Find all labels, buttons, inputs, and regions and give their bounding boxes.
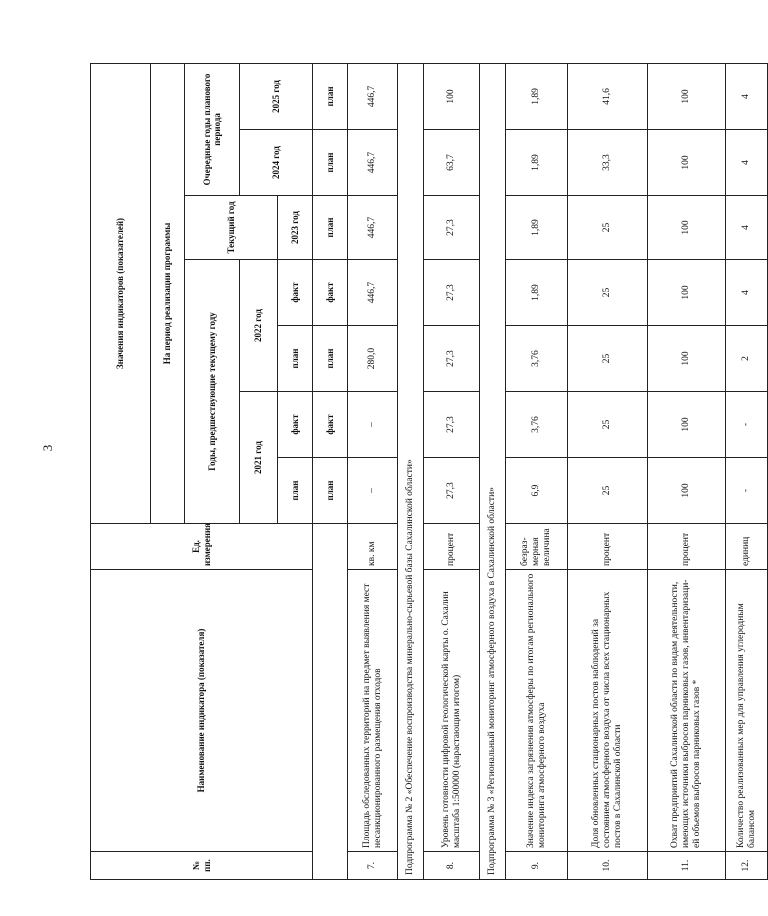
header-2023: 2023 год [278, 196, 313, 260]
subprogram-row [480, 63, 506, 879]
row-name: Количество реализованных мер для управления углеродным балансом [726, 570, 768, 852]
header-2021-fact: факт [278, 392, 313, 458]
row-unit: процент [648, 524, 726, 570]
subprogram-title: Подпрограмма № 2 «Обеспечение воспроизводства минерально-сырьевой базы Сахалинской области» [398, 63, 424, 879]
value-2021-fact: 3,76 [506, 392, 568, 458]
header-2021: 2021 год [240, 392, 278, 524]
value-2024-plan: 33,3 [568, 130, 648, 196]
row-unit: процент [424, 524, 480, 570]
row-unit: безраз-мерная величина [506, 524, 568, 570]
value-2021-plan: 100 [648, 458, 726, 524]
value-2022-plan: 25 [568, 326, 648, 392]
value-2022-plan: 2 [726, 326, 768, 392]
value-2021-fact: 100 [648, 392, 726, 458]
value-2022-fact: 100 [648, 260, 726, 326]
value-2022-fact: 446,7 [348, 260, 398, 326]
header-2022-fact-label: факт [313, 260, 348, 326]
value-2022-fact: 27,3 [424, 260, 480, 326]
header-2024-plan-label: план [313, 130, 348, 196]
value-2023-plan: 446,7 [348, 196, 398, 260]
table-row [424, 63, 480, 879]
row-name: Доля обновленных стационарных постов наблюдений за состоянием атмосферного воздуха от числа всех стационарных постов в Сахалинской области [568, 570, 648, 852]
header-2023-plan-label: план [313, 196, 348, 260]
value-2024-plan: 63,7 [424, 130, 480, 196]
header-next-years: Очередные годы планового периода [185, 63, 240, 195]
indicators-table [90, 63, 768, 880]
header-2021-plan-label: план [313, 458, 348, 524]
header-2021-fact-label: факт [313, 392, 348, 458]
value-2022-fact: 1,89 [506, 260, 568, 326]
value-2022-plan: 100 [648, 326, 726, 392]
value-2022-fact: 25 [568, 260, 648, 326]
value-2025-plan: 1,89 [506, 63, 568, 129]
value-2023-plan: 1,89 [506, 196, 568, 260]
row-unit: единиц [726, 524, 768, 570]
header-unit: Ед. измерения [91, 524, 313, 570]
header-2021-plan: план [278, 458, 313, 524]
page-number: 3 [40, 444, 55, 452]
table-row [648, 63, 726, 879]
row-num: 11. [648, 852, 726, 880]
value-2023-plan: 25 [568, 196, 648, 260]
header-program-period: На период реализации программы [151, 63, 185, 523]
value-2021-fact: 25 [568, 392, 648, 458]
value-2022-plan: 27,3 [424, 326, 480, 392]
rotated-table-wrapper [90, 64, 757, 880]
value-2025-plan: 4 [726, 63, 768, 129]
header-name: Наименование индикатора (показателя) [91, 570, 313, 852]
value-2021-plan: 25 [568, 458, 648, 524]
row-name: Значение индекса загрязнения атмосферы по итогам регионального мониторинга атмосферного воздуха [506, 570, 568, 852]
value-2025-plan: 100 [424, 63, 480, 129]
row-name: Охват предприятий Сахалинской области по видам деятельности, имеющих источники выбросов парниковых газов, инвентаризаци-ей объемов выбросов парниковых газов * [648, 570, 726, 852]
header-current-year: Текущий год [185, 196, 278, 260]
value-2025-plan: 100 [648, 63, 726, 129]
value-2023-plan: 27,3 [424, 196, 480, 260]
value-2024-plan: 100 [648, 130, 726, 196]
value-2024-plan: 1,89 [506, 130, 568, 196]
header-2022-fact: факт [278, 260, 313, 326]
subprogram-row [398, 63, 424, 879]
value-2025-plan: 41,6 [568, 63, 648, 129]
header-2025: 2025 год [240, 63, 313, 129]
value-2021-plan: – [348, 458, 398, 524]
row-name: Площадь обследованных территорий на предмет выявления мест несанкционированного размещения отходов [348, 570, 398, 852]
row-name: Уровень готовности цифровой геологической карты о. Сахалин масштаба 1:500000 (нарастающим итогом) [424, 570, 480, 852]
table-row [568, 63, 648, 879]
header-2022: 2022 год [240, 260, 278, 392]
value-2021-plan: 27,3 [424, 458, 480, 524]
value-2023-plan: 100 [648, 196, 726, 260]
row-unit: кв. км [348, 524, 398, 570]
table-row [726, 63, 768, 879]
header-values-title: Значения индикаторов (показателей) [91, 63, 151, 523]
row-num: 7. [348, 852, 398, 880]
row-num: 8. [424, 852, 480, 880]
value-2025-plan: 446,7 [348, 63, 398, 129]
header-2022-plan: план [278, 326, 313, 392]
header-2025-plan-label: план [313, 63, 348, 129]
header-2022-plan-label: план [313, 326, 348, 392]
value-2022-plan: 280,0 [348, 326, 398, 392]
value-2024-plan: 446,7 [348, 130, 398, 196]
value-2022-fact: 4 [726, 260, 768, 326]
header-num: № пп. [91, 852, 313, 880]
header-prev-years: Годы, предшествующие текущему году [185, 260, 240, 524]
value-2021-plan: 6,9 [506, 458, 568, 524]
row-num: 12. [726, 852, 768, 880]
value-2021-fact: – [348, 392, 398, 458]
value-2021-plan: - [726, 458, 768, 524]
value-2021-fact: - [726, 392, 768, 458]
subprogram-title: Подпрограмма № 3 «Региональный мониторинг атмосферного воздуха в Сахалинской области» [480, 63, 506, 879]
row-unit: процент [568, 524, 648, 570]
value-2022-plan: 3,76 [506, 326, 568, 392]
header-spacer [313, 524, 348, 880]
value-2023-plan: 4 [726, 196, 768, 260]
row-num: 9. [506, 852, 568, 880]
value-2021-fact: 27,3 [424, 392, 480, 458]
table-row [348, 63, 398, 879]
value-2024-plan: 4 [726, 130, 768, 196]
row-num: 10. [568, 852, 648, 880]
header-2024: 2024 год [240, 130, 313, 196]
table-row [506, 63, 568, 879]
